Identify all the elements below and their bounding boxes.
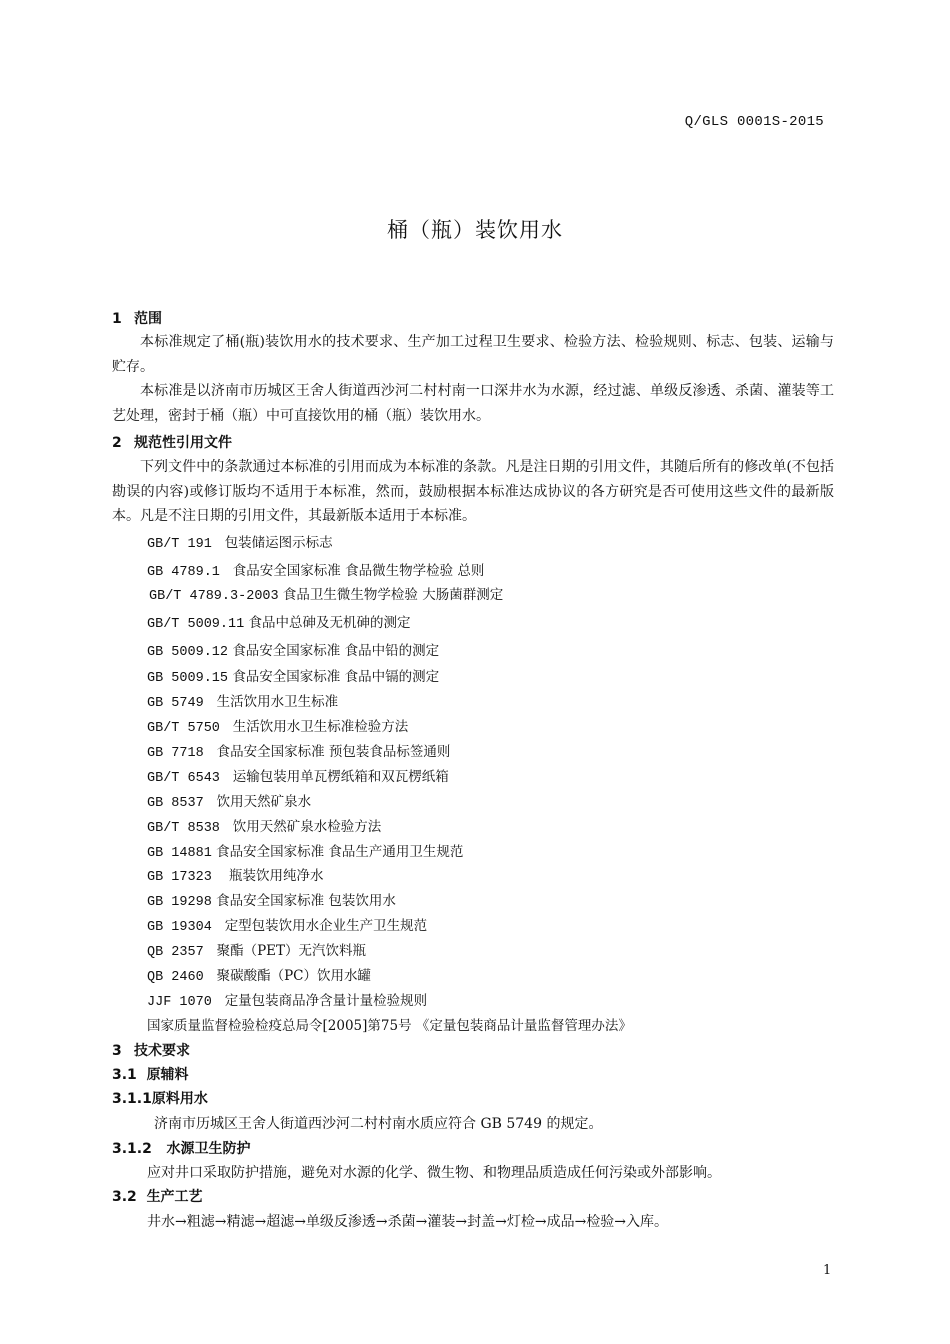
section-3-1-1-heading: 3.1.1原料用水 — [112, 1091, 208, 1107]
reference-item: GB 5009.15 食品安全国家标准 食品中镉的测定 — [147, 669, 440, 686]
section-1-paragraph-1: 本标准规定了桶(瓶)装饮用水的技术要求、生产加工过程卫生要求、检验方法、检验规则、标志、包装、运输与贮存。 — [112, 334, 834, 375]
reference-item: GB 19304 定型包装饮用水企业生产卫生规范 — [147, 918, 428, 935]
section-2-paragraph: 下列文件中的条款通过本标准的引用而成为本标准的条款。凡是注日期的引用文件，其随后所有的修改单(不包括勘误的内容)或修订版均不适用于本标准，然而，鼓励根据本标准达成协议的各方研究是否可使用这些文件的最新版本。凡是不注日期的引用文件，其最新版本适用于本标准。 — [112, 459, 834, 524]
section-3-1-2-heading: 3.1.2 水源卫生防护 — [112, 1141, 251, 1157]
section-3-title: 技术要求 — [134, 1043, 190, 1059]
reference-item: QB 2460 聚碳酸酯（PC）饮用水罐 — [147, 968, 372, 985]
section-3-2-text: 井水→粗滤→精滤→超滤→单级反渗透→杀菌→灌装→封盖→灯检→成品→检验→入库。 — [147, 1214, 669, 1230]
reference-item: GB/T 4789.3-2003 食品卫生微生物学检验 大肠菌群测定 — [149, 587, 504, 604]
section-1-title: 范围 — [134, 311, 162, 327]
page-number: 1 — [823, 1263, 832, 1278]
section-2-number: 2 — [112, 435, 122, 451]
section-3-heading — [112, 1040, 190, 1060]
section-2-title: 规范性引用文件 — [134, 435, 232, 451]
reference-item: GB 8537 饮用天然矿泉水 — [147, 794, 312, 811]
standard-code: Q/GLS 0001S-2015 — [684, 114, 824, 130]
section-3-number: 3 — [112, 1043, 122, 1059]
section-3-2-heading: 3.2 生产工艺 — [112, 1189, 203, 1205]
reference-item: 国家质量监督检验检疫总局令[2005]第75号 《定量包装商品计量监督管理办法》 — [147, 1018, 632, 1034]
section-3-1-heading: 3.1 原辅料 — [112, 1067, 189, 1083]
reference-item: GB 17323 瓶装饮用纯净水 — [147, 868, 324, 885]
section-1-number: 1 — [112, 311, 122, 327]
reference-item: GB/T 8538 饮用天然矿泉水检验方法 — [147, 819, 382, 836]
reference-item: GB/T 6543 运输包装用单瓦楞纸箱和双瓦楞纸箱 — [147, 769, 449, 786]
section-1-paragraph-2: 本标准是以济南市历城区王舍人街道西沙河二村村南一口深井水为水源，经过滤、单级反渗透、杀菌、灌装等工艺处理，密封于桶（瓶）中可直接饮用的桶（瓶）装饮用水。 — [112, 383, 834, 424]
reference-item: GB 5749 生活饮用水卫生标准 — [147, 694, 339, 711]
reference-item: JJF 1070 定量包装商品净含量计量检验规则 — [147, 993, 428, 1010]
section-2-heading — [112, 432, 232, 452]
reference-item: QB 2357 聚酯（PET）无汽饮料瓶 — [147, 943, 367, 960]
section-1-heading — [112, 308, 162, 328]
section-3-1-2-text: 应对井口采取防护措施，避免对水源的化学、微生物、和物理品质造成任何污染或外部影响。 — [147, 1165, 721, 1181]
document-title: 桶（瓶）装饮用水 — [387, 218, 563, 242]
reference-item: GB/T 191 包装储运图示标志 — [147, 535, 333, 552]
section-3-1-1-text: 济南市历城区王舍人街道西沙河二村村南水质应符合 GB 5749 的规定。 — [154, 1116, 603, 1132]
reference-item: GB 19298 食品安全国家标准 包装饮用水 — [147, 893, 396, 910]
reference-item: GB 14881 食品安全国家标准 食品生产通用卫生规范 — [147, 844, 464, 861]
reference-item: GB 7718 食品安全国家标准 预包装食品标签通则 — [147, 744, 451, 761]
reference-item: GB/T 5009.11 食品中总砷及无机砷的测定 — [147, 615, 411, 632]
reference-item: GB/T 5750 生活饮用水卫生标准检验方法 — [147, 719, 409, 736]
reference-item: GB 4789.1 食品安全国家标准 食品微生物学检验 总则 — [147, 563, 485, 580]
reference-item: GB 5009.12 食品安全国家标准 食品中铅的测定 — [147, 643, 440, 660]
